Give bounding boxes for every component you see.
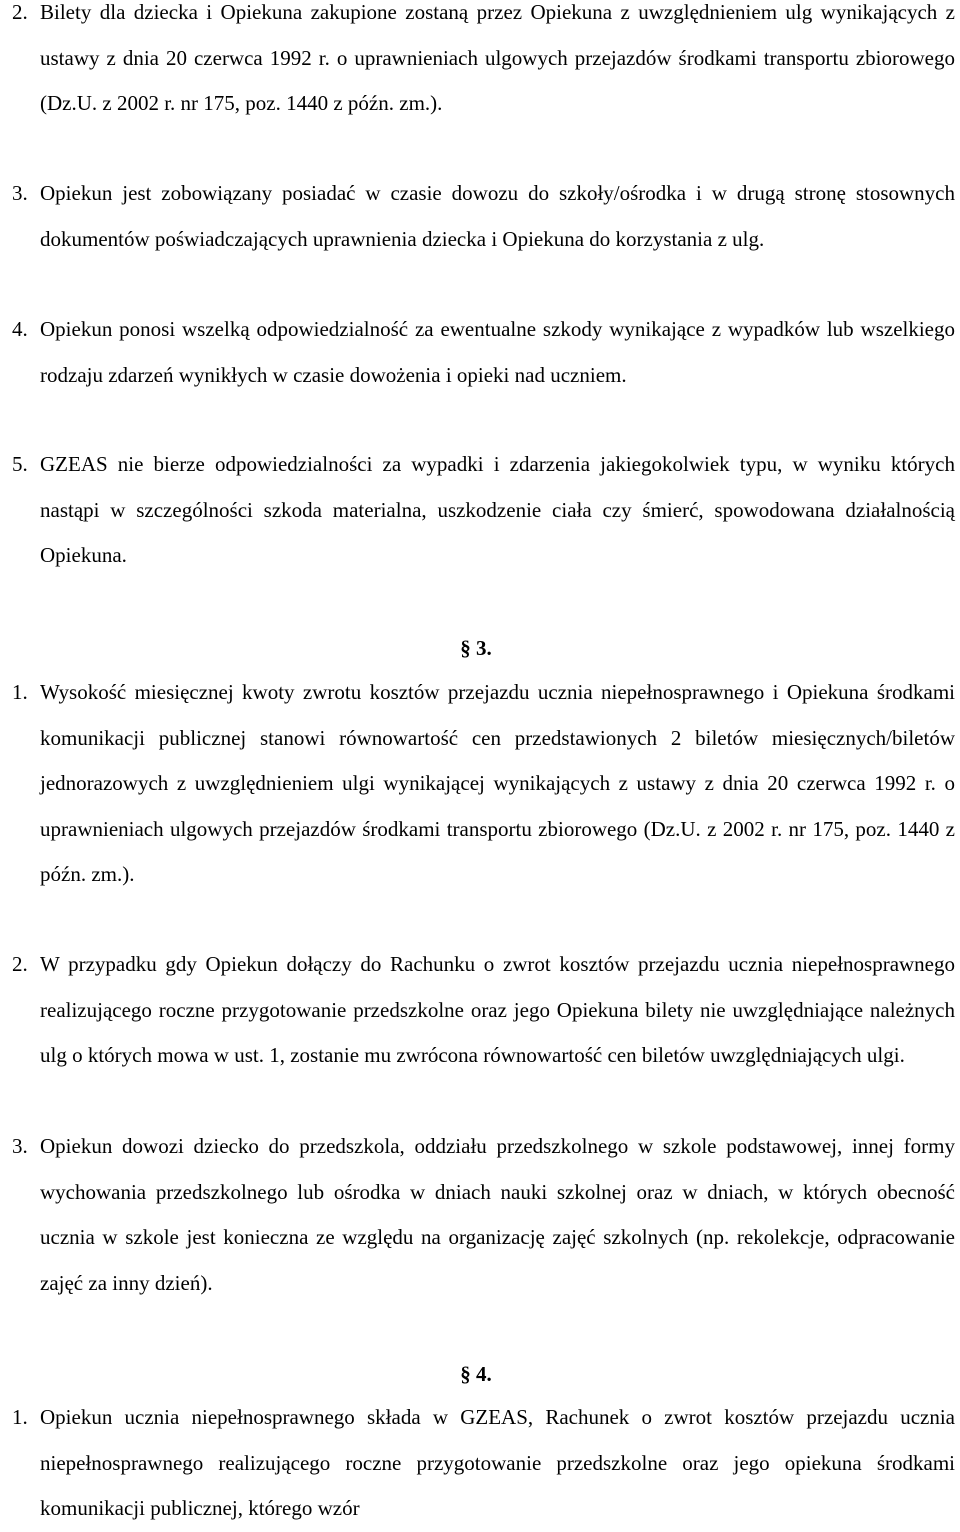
section-heading-4: § 4.	[460, 1362, 492, 1386]
paragraph-number: 1.	[12, 680, 28, 704]
section3-item-3	[12, 1124, 955, 1306]
paragraph-item-2	[12, 0, 955, 127]
paragraph-text: Opiekun jest zobowiązany posiadać w czasie dowozu do szkoły/ośrodka i w drugą stronę stosownych dokumentów poświadczających uprawnienia dziecka i Opiekuna do korzystania z ulg.	[40, 181, 955, 251]
paragraph-text: W przypadku gdy Opiekun dołączy do Rachunku o zwrot kosztów przejazdu ucznia niepełnosprawnego realizującego roczne przygotowanie przedszkolne oraz jego Opiekuna bilety nie uwzględniające należnych ulg o których mowa w ust. 1, zostanie mu zwrócona równowartość cen biletów uwzględniających ulgi.	[40, 952, 955, 1067]
paragraph-item-5	[12, 442, 955, 579]
paragraph-item-3	[12, 171, 955, 262]
paragraph-text: Opiekun dowozi dziecko do przedszkola, oddziału przedszkolnego w szkole podstawowej, innej formy wychowania przedszkolnego lub ośrodka w dniach nauki szkolnej oraz w dniach, w których obecność ucznia w szkole jest konieczna ze względu na organizację zajęć szkolnych (np. rekolekcje, odpracowanie zajęć za inny dzień).	[40, 1134, 955, 1295]
paragraph-text: Opiekun ucznia niepełnosprawnego składa w GZEAS, Rachunek o zwrot kosztów przejazdu ucznia niepełnosprawnego realizującego roczne przygotowanie przedszkolne oraz jego opiekuna środkami komunikacji publicznej, którego wzór	[40, 1405, 955, 1520]
paragraph-text: Opiekun ponosi wszelką odpowiedzialność za ewentualne szkody wynikające z wypadków lub wszelkiego rodzaju zdarzeń wynikłych w czasie dowożenia i opieki nad uczniem.	[40, 317, 955, 387]
section3-item-2	[12, 942, 955, 1079]
paragraph-text: Bilety dla dziecka i Opiekuna zakupione zostaną przez Opiekuna z uwzględnieniem ulg wynikających z ustawy z dnia 20 czerwca 1992 r. o uprawnieniach ulgowych przejazdów środkami transportu zbiorowego (Dz.U. z 2002 r. nr 175, poz. 1440 z późn. zm.).	[40, 0, 955, 115]
paragraph-number: 4.	[12, 317, 28, 341]
paragraph-number: 3.	[12, 181, 28, 205]
paragraph-text: GZEAS nie bierze odpowiedzialności za wypadki i zdarzenia jakiegokolwiek typu, w wyniku których nastąpi w szczególności szkoda materialna, uszkodzenie ciała czy śmierć, spowodowana działalnością Opiekuna.	[40, 452, 955, 567]
section4-item-1	[12, 1395, 955, 1532]
paragraph-number: 1.	[12, 1405, 28, 1429]
paragraph-text: Wysokość miesięcznej kwoty zwrotu kosztów przejazdu ucznia niepełnosprawnego i Opiekuna środkami komunikacji publicznej stanowi równowartość cen przedstawionych 2 biletów miesięcznych/biletów jednorazowych z uwzględnieniem ulgi wynikającej wynikających z ustawy z dnia 20 czerwca 1992 r. o uprawnieniach ulgowych przejazdów środkami transportu zbiorowego (Dz.U. z 2002 r. nr 175, poz. 1440 z późn. zm.).	[40, 680, 955, 886]
paragraph-number: 5.	[12, 452, 28, 476]
paragraph-number: 2.	[12, 952, 28, 976]
paragraph-number: 2.	[12, 0, 28, 24]
paragraph-item-4	[12, 307, 955, 398]
paragraph-number: 3.	[12, 1134, 28, 1158]
section3-item-1	[12, 670, 955, 898]
section-heading-3: § 3.	[460, 636, 492, 660]
